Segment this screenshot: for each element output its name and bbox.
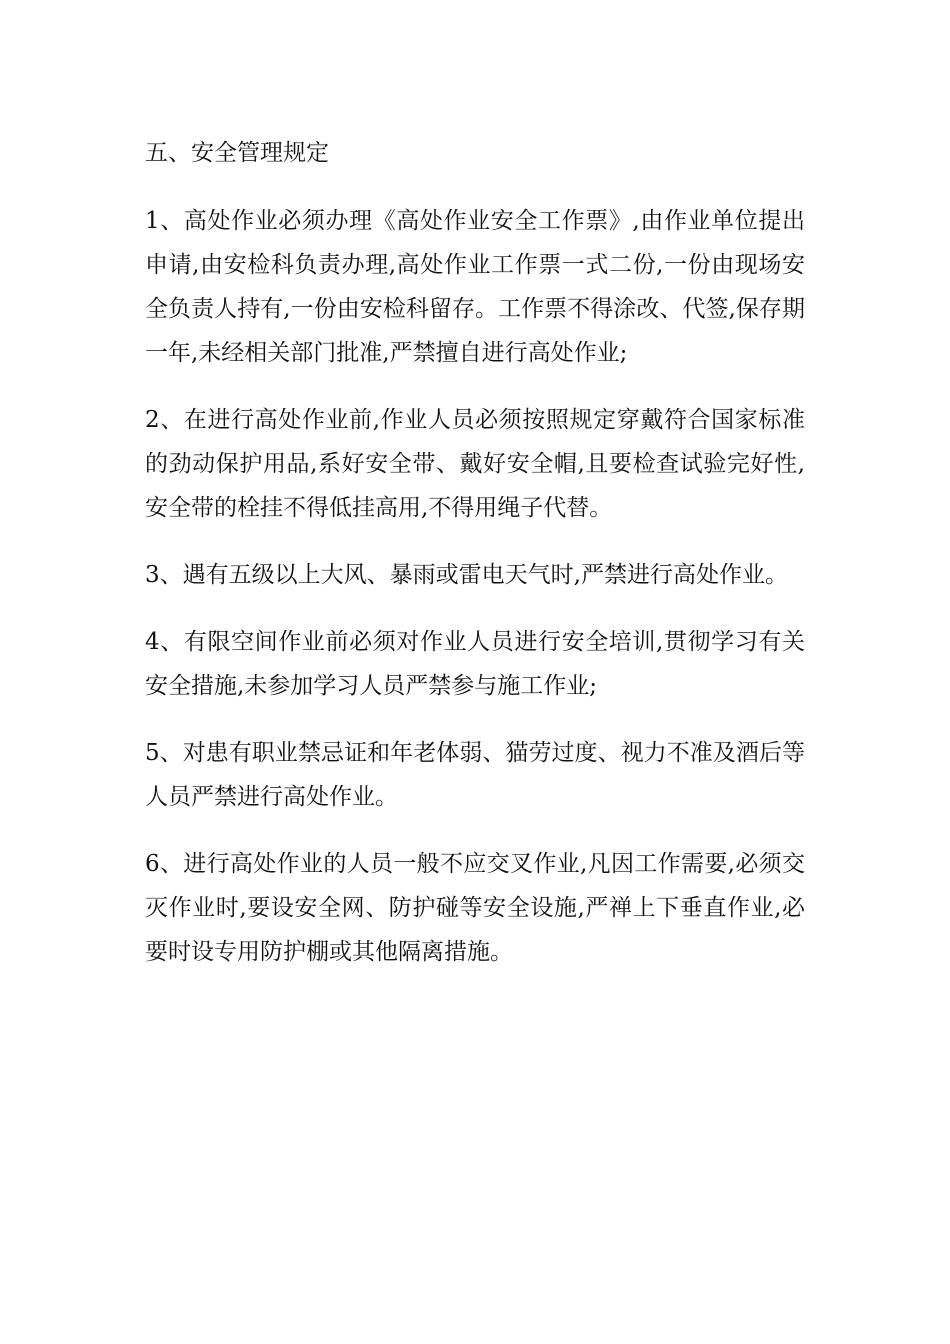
rule-item-6: 6、进行高处作业的人员一般不应交叉作业,凡因工作需要,必须交灭作业时,要设安全网、防护碰等安全设施,严禅上下垂直作业,必要时设专用防护棚或其他隔离措施。 bbox=[145, 851, 805, 965]
rule-item-3: 3、遇有五级以上大风、暴雨或雷电天气时,严禁进行高处作业。 bbox=[145, 562, 788, 588]
document-body bbox=[145, 131, 805, 997]
rule-item-2: 2、在进行高处作业前,作业人员必须按照规定穿戴符合国家标准的劲动保护用品,系好安全带、戴好安全帽,且要检查试验完好性,安全带的栓挂不得低挂高用,不得用绳子代替。 bbox=[145, 407, 805, 521]
rule-item-5: 5、对患有职业禁忌证和年老体弱、猫劳过度、视力不准及酒后等人员严禁进行高处作业。 bbox=[145, 740, 805, 810]
rule-item-4: 4、有限空间作业前必须对作业人员进行安全培训,贯彻学习有关安全措施,未参加学习人员严禁参与施工作业; bbox=[145, 629, 805, 699]
section-heading: 五、安全管理规定 bbox=[145, 140, 329, 166]
rule-item-1: 1、高处作业必须办理《高处作业安全工作票》,由作业单位提出申请,由安检科负责办理,高处作业工作票一式二份,一份由现场安全负责人持有,一份由安检科留存。工作票不得涂改、代签,保存期一年,未经相关部门批准,严禁擅自进行高处作业; bbox=[145, 208, 805, 366]
